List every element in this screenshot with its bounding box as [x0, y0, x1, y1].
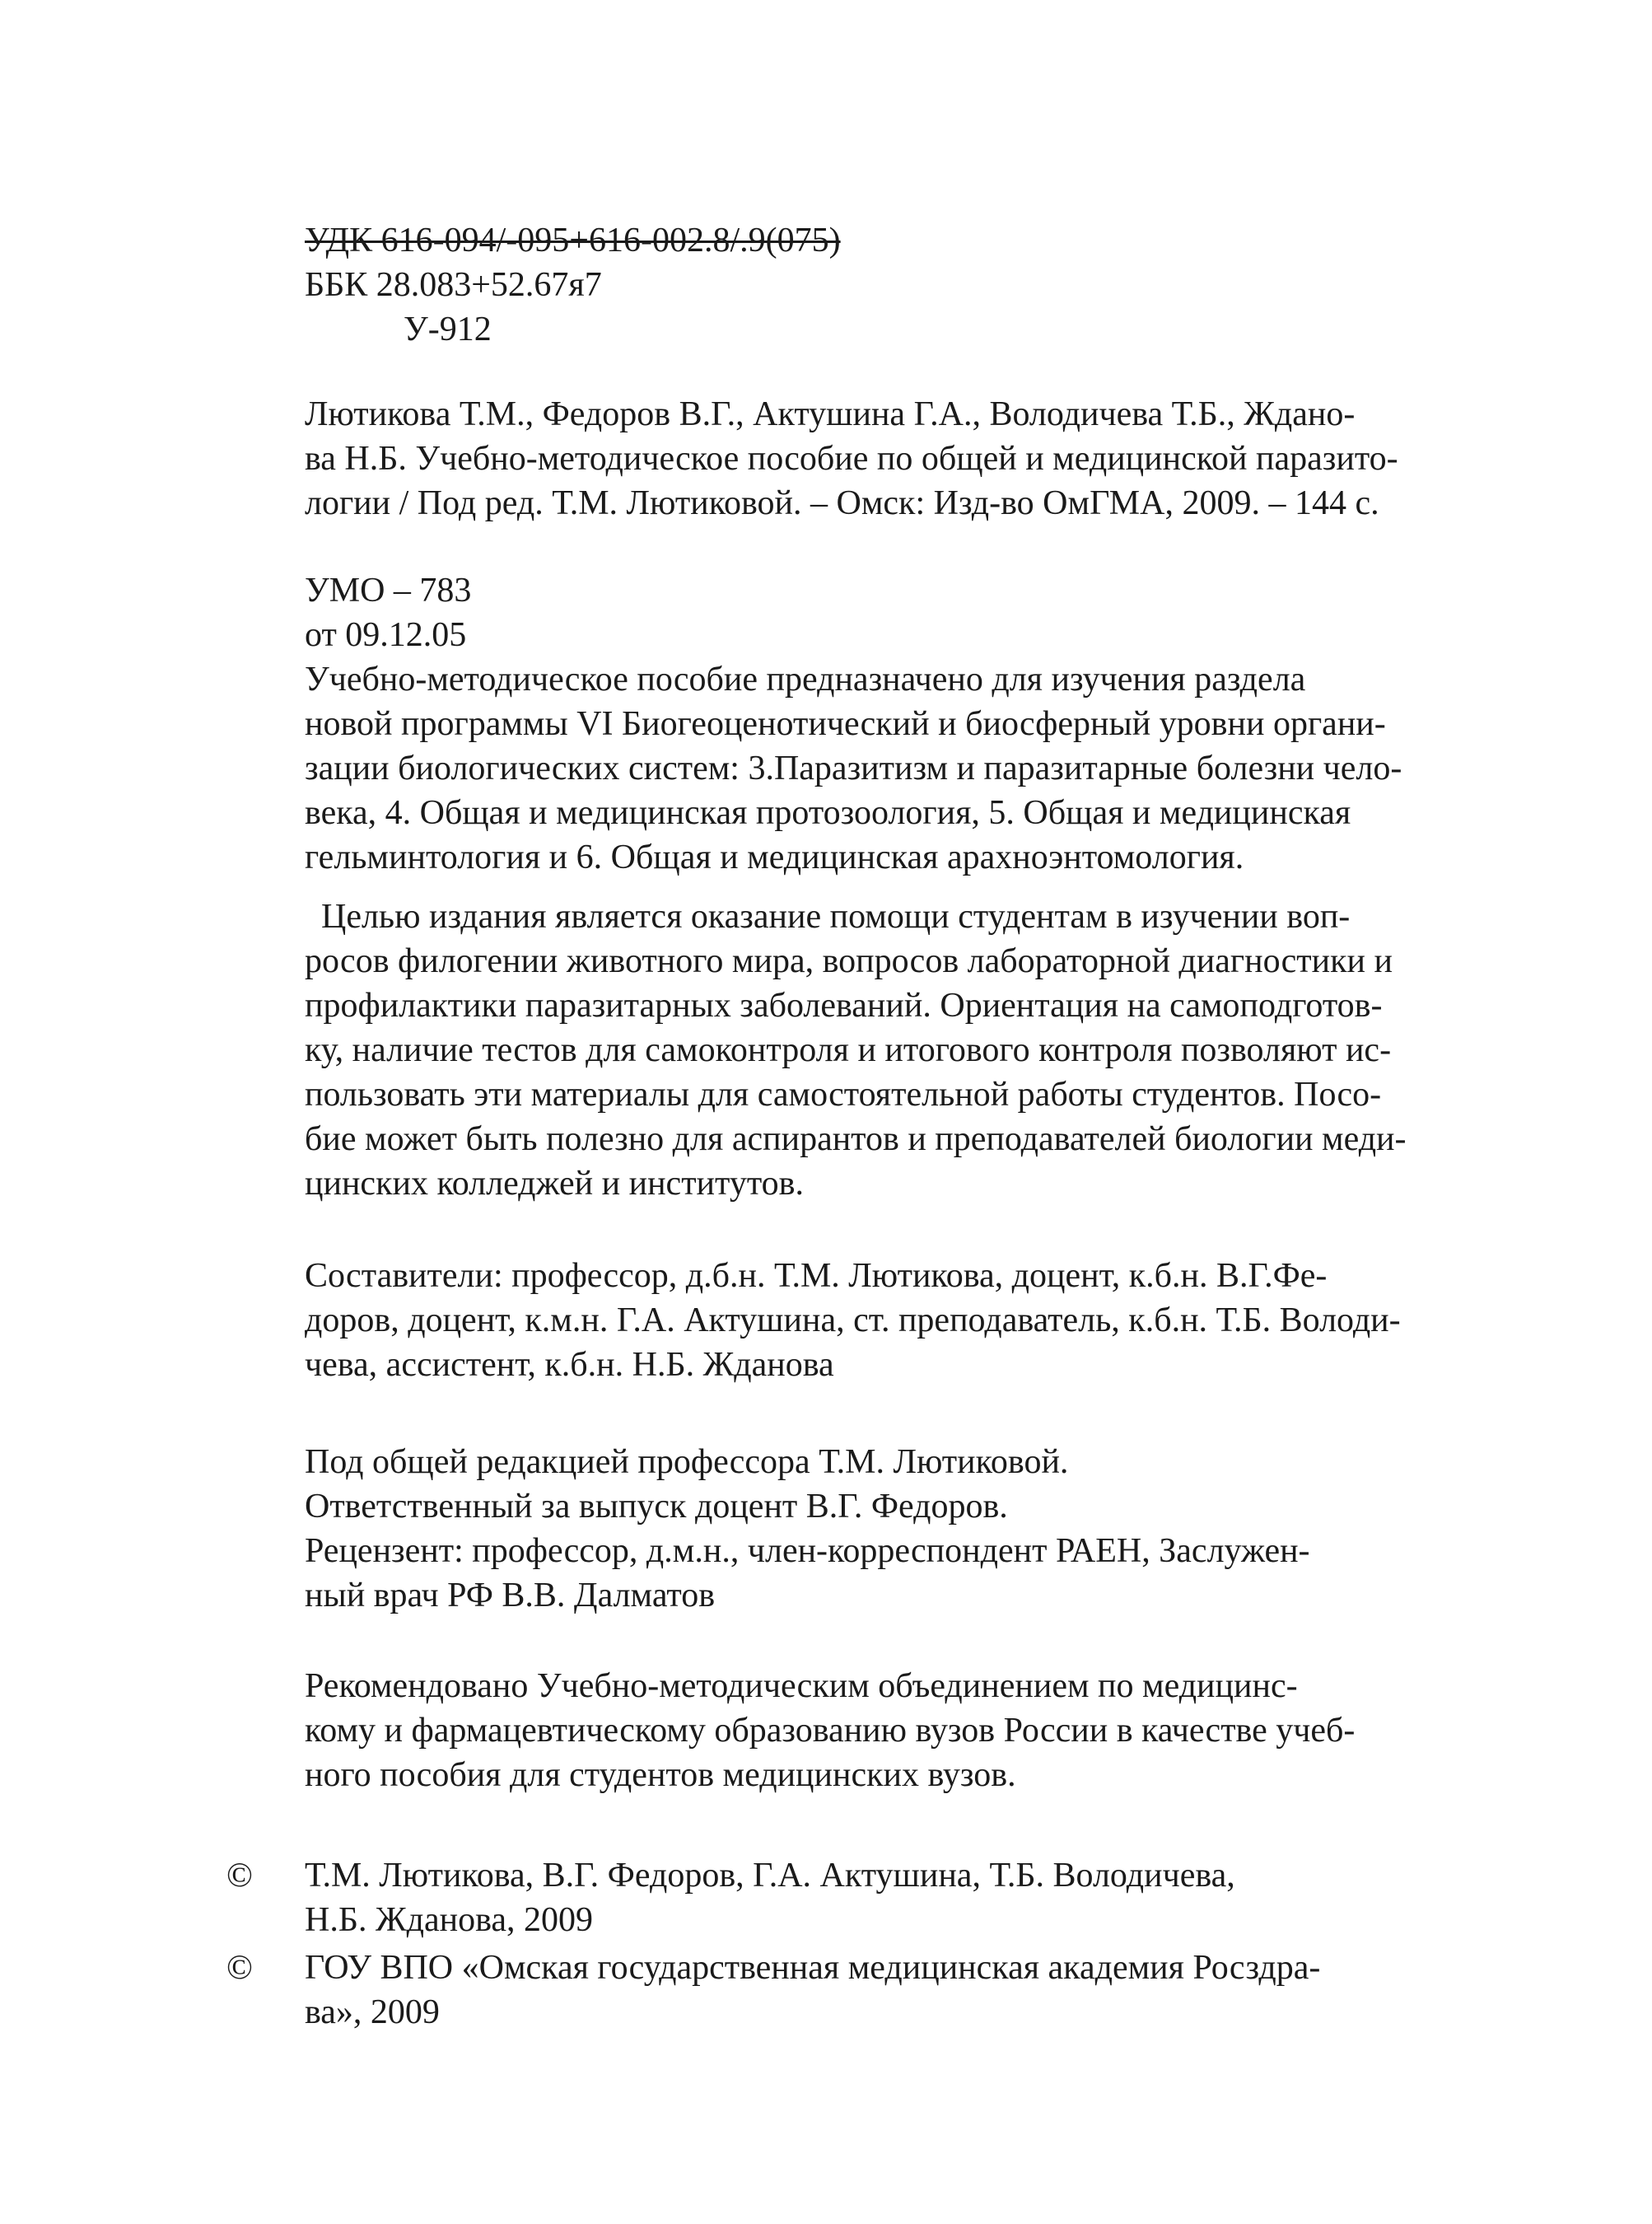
umo-block [305, 568, 1421, 657]
goal-line: росов филогении животного мира, вопросов лабораторной диагностики и [305, 942, 1393, 980]
author-mark: У-912 [404, 311, 492, 348]
citation-line: ва Н.Б. Учебно-методическое пособие по общей и медицинской паразито- [305, 440, 1398, 478]
copyright-entry [226, 1946, 1421, 2035]
citation-line: Лютикова Т.М., Федоров В.Г., Актушина Г.А., Володичева Т.Б., Ждано- [305, 395, 1356, 433]
purpose-line: века, 4. Общая и медицинская протозоология, 5. Общая и медицинская [305, 794, 1351, 832]
goal-line: бие может быть полезно для аспирантов и преподавателей биологии меди- [305, 1120, 1407, 1158]
purpose-line: Учебно-методическое пособие предназначено для изучения раздела [305, 661, 1306, 699]
recommendation-line: кому и фармацевтическому образованию вузов России в качестве учеб- [305, 1712, 1356, 1750]
purpose-line: зации биологических систем: 3.Паразитизм и паразитарные болезни чело- [305, 750, 1402, 787]
copyright-icon: © [226, 1857, 253, 1895]
compilers-line: Составители: профессор, д.б.н. Т.М. Лютикова, доцент, к.б.н. В.Г.Фе- [305, 1257, 1328, 1295]
goal-line: цинских колледжей и институтов. [305, 1165, 804, 1203]
citation-line: логии / Под ред. Т.М. Лютиковой. – Омск: Изд-во ОмГМА, 2009. – 144 с. [305, 484, 1379, 522]
copyright-line: Т.М. Лютикова, В.Г. Федоров, Г.А. Актушина, Т.Б. Володичева, [305, 1857, 1235, 1895]
classification-block [305, 218, 1421, 352]
purpose-line: гельминтология и 6. Общая и медицинская арахноэнтомология. [305, 839, 1244, 876]
copyright-line: ва», 2009 [305, 1993, 440, 2031]
recommendation-paragraph [305, 1664, 1421, 1797]
reviewer-line: Рецензент: профессор, д.м.н., член-корреспондент РАЕН, Заслужен- [305, 1532, 1310, 1570]
compilers-paragraph [305, 1254, 1421, 1387]
umo-date: от 09.12.05 [305, 616, 467, 654]
copyright-icon: © [226, 1949, 253, 1987]
purpose-line: новой программы VI Биогеоценотический и биосферный уровни органи- [305, 705, 1386, 743]
copyright-line: Н.Б. Жданова, 2009 [305, 1901, 593, 1939]
recommendation-line: ного пособия для студентов медицинских вузов. [305, 1756, 1016, 1794]
citation-block [305, 392, 1421, 526]
umo-number: УМО – 783 [305, 572, 472, 610]
bbk-code: ББК 28.083+52.67я7 [305, 266, 602, 304]
responsible-line: Ответственный за выпуск доцент В.Г. Федоров. [305, 1488, 1008, 1525]
compilers-line: доров, доцент, к.м.н. Г.А. Актушина, ст. преподаватель, к.б.н. Т.Б. Володи- [305, 1301, 1401, 1339]
copyright-entry [226, 1853, 1421, 1942]
recommendation-line: Рекомендовано Учебно-методическим объединением по медицинс- [305, 1667, 1298, 1705]
editor-line: Под общей редакцией профессора Т.М. Лютиковой. [305, 1443, 1069, 1481]
goal-line: пользовать эти материалы для самостоятельной работы студентов. Посо- [305, 1076, 1382, 1114]
udk-code: УДК 616-094/-095+616-002.8/.9(075) [305, 222, 841, 259]
copyright-line: ГОУ ВПО «Омская государственная медицинская академия Росздра- [305, 1949, 1321, 1987]
goal-line: Целью издания является оказание помощи студентам в изучении воп- [321, 898, 1351, 936]
purpose-paragraph [305, 657, 1421, 880]
editorial-block [305, 1440, 1421, 1618]
goal-line: ку, наличие тестов для самоконтроля и итогового контроля позволяют ис- [305, 1031, 1392, 1069]
goal-paragraph [305, 895, 1421, 1206]
compilers-line: чева, ассистент, к.б.н. Н.Б. Жданова [305, 1346, 834, 1384]
goal-line: профилактики паразитарных заболеваний. Ориентация на самоподготов- [305, 987, 1383, 1025]
reviewer-line: ный врач РФ В.В. Далматов [305, 1577, 716, 1614]
